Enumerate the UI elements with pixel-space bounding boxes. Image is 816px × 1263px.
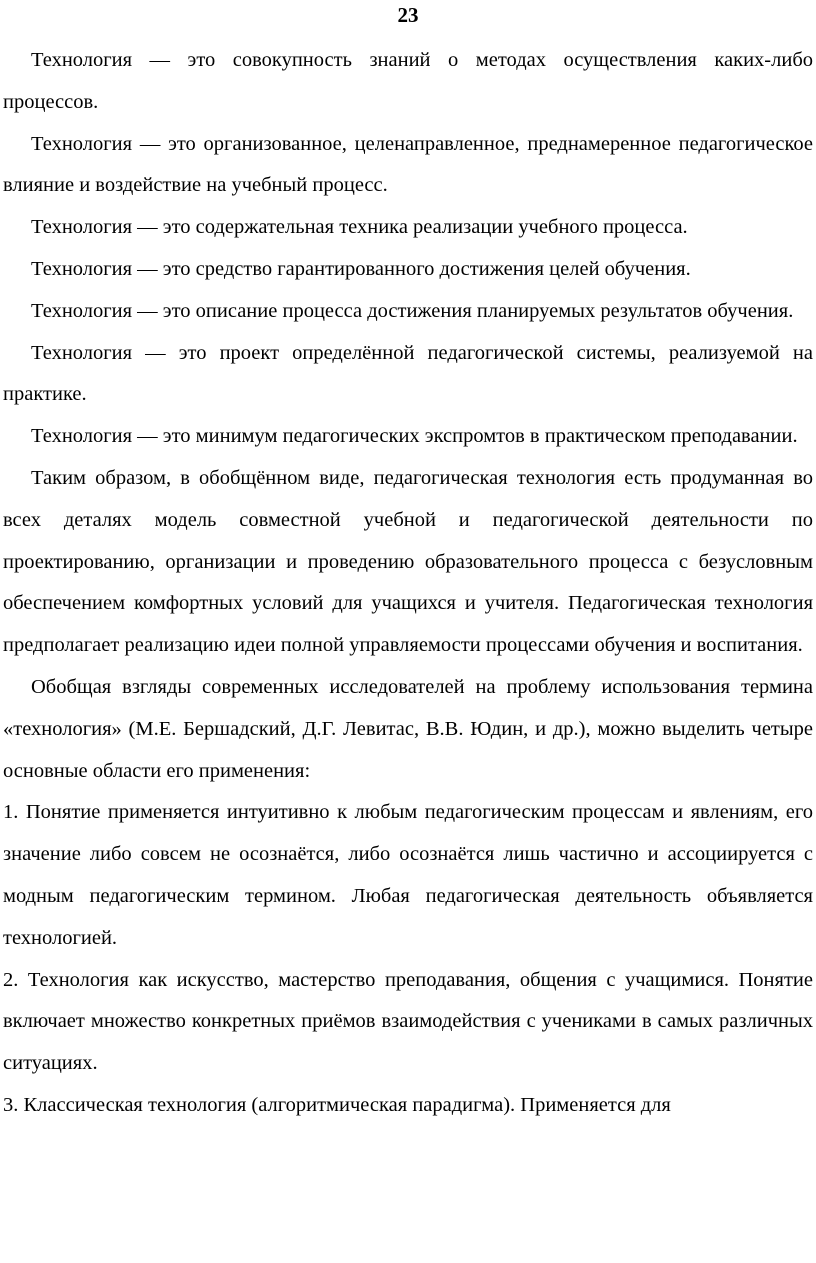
page-number: 23 [397, 3, 419, 27]
list-item-2: 2. Технология как искусство, мастерство преподавания, общения с учащимися. Понятие включает множество конкретных приёмов взаимодействия с учениками в самых различных ситуациях. [3, 968, 813, 1075]
paragraph-summary: Таким образом, в обобщённом виде, педагогическая технология есть продуманная во всех деталях модель совместной учебной и педагогической деятельности по проектированию, организации и проведению образовательного процесса с безусловным обеспечением комфортных условий для учащихся и учителя. Педагогическая технология предполагает реализацию идеи полной управляемости процессами обучения и воспитания. [3, 466, 813, 657]
paragraph-definition-2: Технология — это организованное, целенаправленное, преднамеренное педагогическое влияние и воздействие на учебный процесс. [3, 132, 813, 197]
list-item-3: 3. Классическая технология (алгоритмическая парадигма). Применяется для [3, 1093, 671, 1116]
paragraph-definition-1: Технология — это совокупность знаний о методах осуществления каких-либо процессов. [3, 49, 813, 113]
paragraph-definition-5: Технология — это описание процесса достижения планируемых результатов обучения. [31, 299, 794, 322]
paragraph-definition-7: Технология — это минимум педагогических экспромтов в практическом преподавании. [31, 425, 798, 448]
list-item-1: 1. Понятие применяется интуитивно к любым педагогическим процессам и явлениям, его значение либо совсем не осознаётся, либо осознаётся лишь частично и ассоциируется с модным педагогическим термином. Любая педагогическая деятельность объявляется технологией. [3, 801, 813, 949]
paragraph-areas-intro: Обобщая взгляды современных исследователей на проблему использования термина «технология» (М.Е. Бершадский, Д.Г. Левитас, В.В. Юдин, и др.), можно выделить четыре основные области его применения: [3, 675, 813, 782]
paragraph-definition-6: Технология — это проект определённой педагогической системы, реализуемой на практике. [3, 341, 813, 406]
paragraph-definition-3: Технология — это содержательная техника реализации учебного процесса. [31, 216, 688, 239]
paragraph-definition-4: Технология — это средство гарантированного достижения целей обучения. [31, 257, 691, 280]
